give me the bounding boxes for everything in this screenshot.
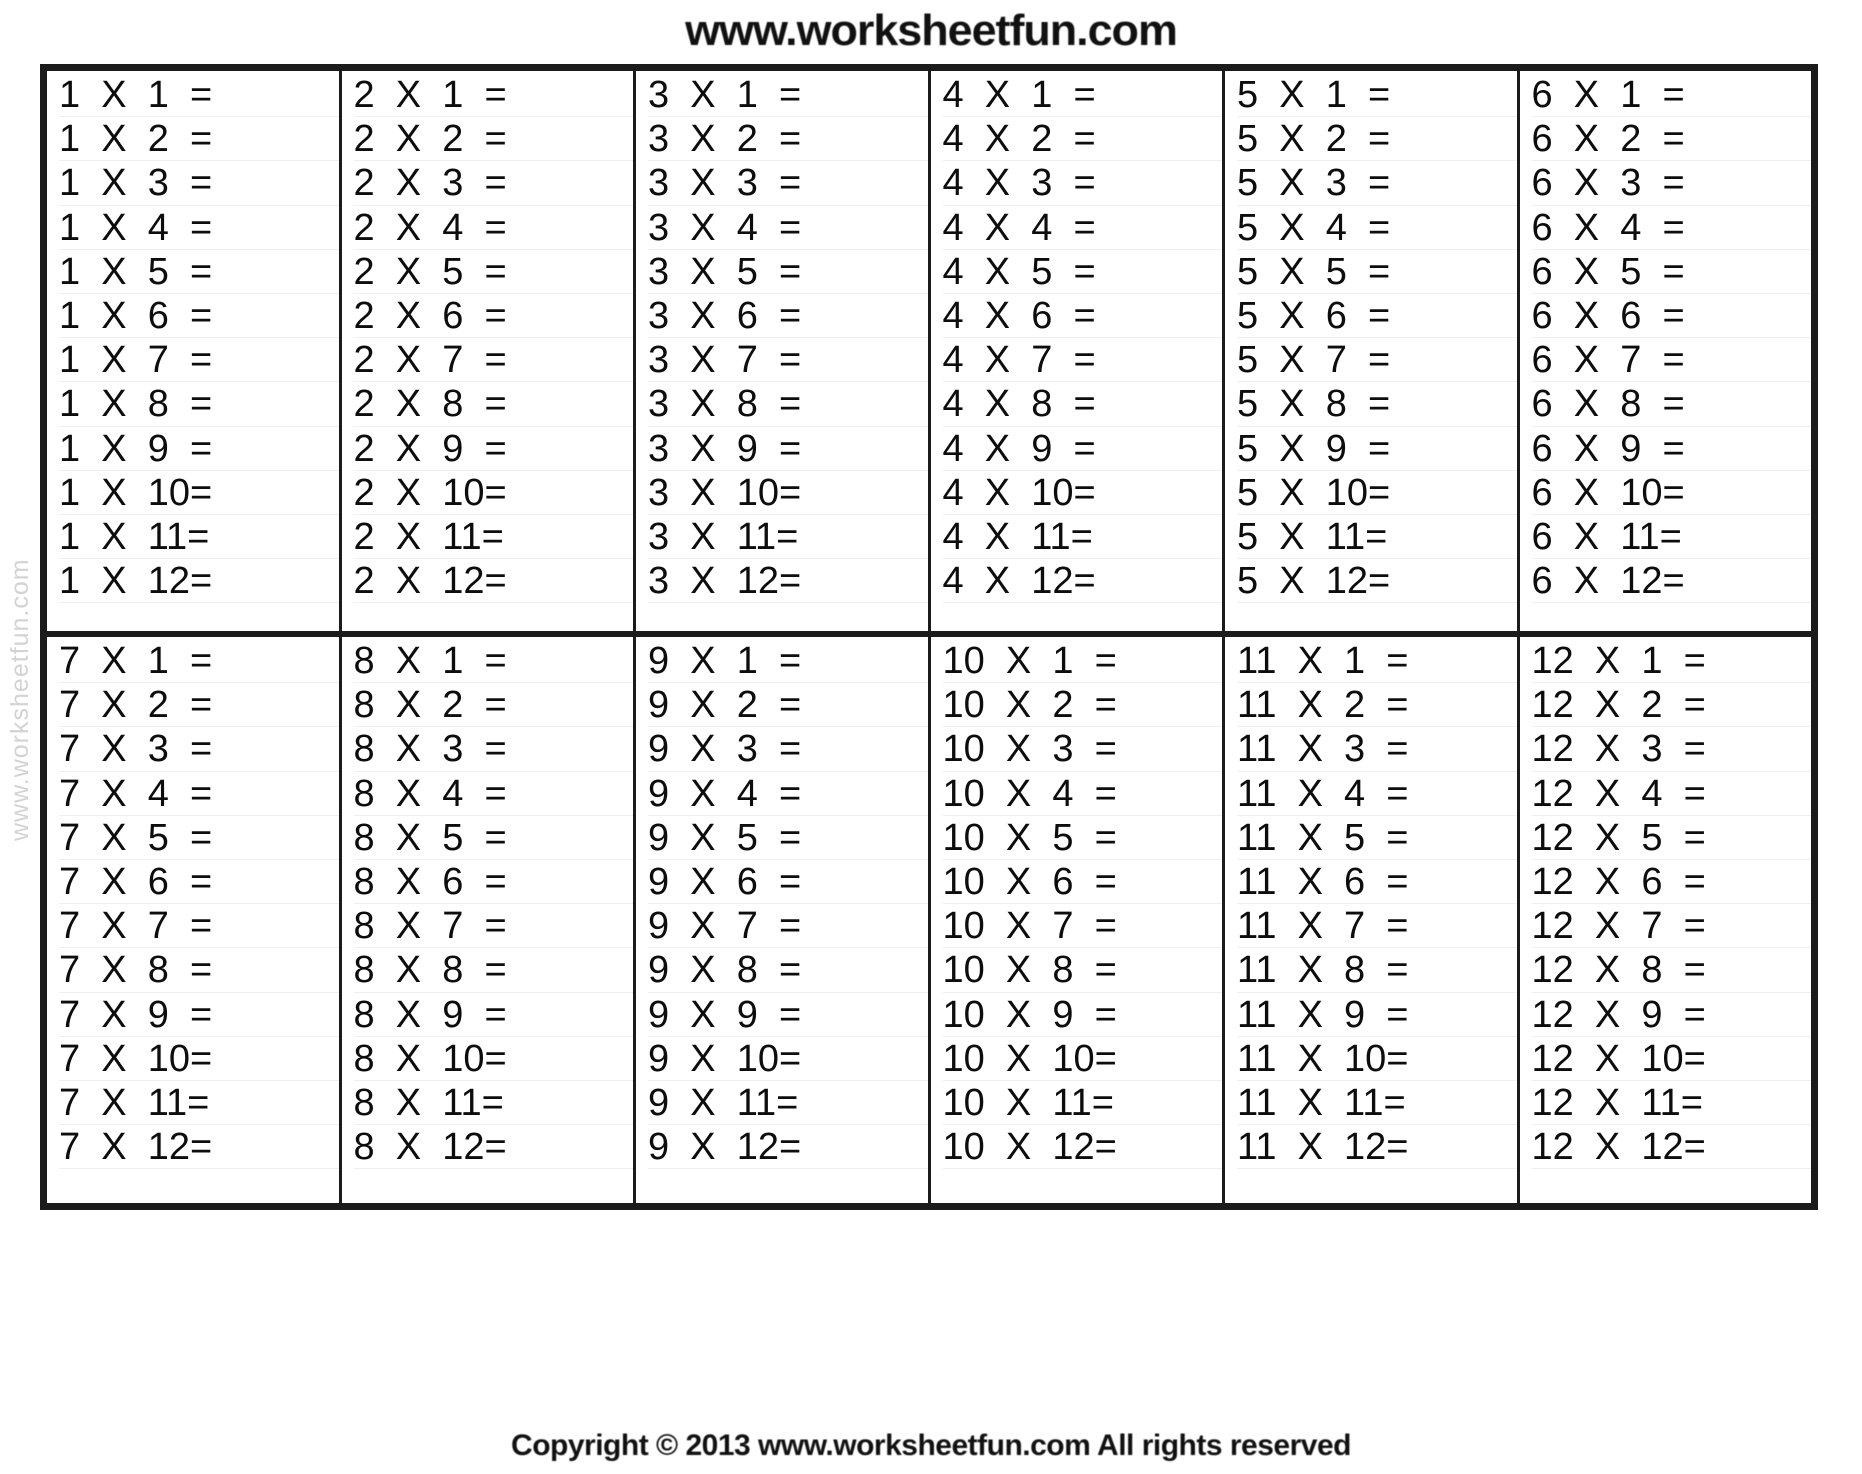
- table-row[interactable]: 7 X 10=: [59, 1037, 339, 1081]
- table-row[interactable]: 12 X 11=: [1532, 1081, 1812, 1125]
- table-row[interactable]: 5 X 1 =: [1237, 73, 1517, 117]
- table-row[interactable]: 6 X 3 =: [1532, 161, 1812, 205]
- table-row[interactable]: 1 X 4 =: [59, 206, 339, 250]
- table-row[interactable]: 11 X 3 =: [1237, 727, 1517, 771]
- table-row[interactable]: 12 X 1 =: [1532, 639, 1812, 683]
- table-row[interactable]: 9 X 3 =: [648, 727, 928, 771]
- table-block-bottom: [47, 637, 1811, 1203]
- table-row[interactable]: 6 X 7 =: [1532, 338, 1812, 382]
- table-row[interactable]: 2 X 6 =: [354, 294, 634, 338]
- table-row[interactable]: 1 X 5 =: [59, 250, 339, 294]
- table-row[interactable]: 12 X 8 =: [1532, 948, 1812, 992]
- table-row[interactable]: 1 X 10=: [59, 471, 339, 515]
- table-row[interactable]: 7 X 8 =: [59, 948, 339, 992]
- table-row[interactable]: 8 X 6 =: [354, 860, 634, 904]
- table-row[interactable]: 5 X 12=: [1237, 559, 1517, 603]
- table-row[interactable]: 3 X 11=: [648, 515, 928, 559]
- table-row[interactable]: 9 X 9 =: [648, 993, 928, 1037]
- table-row[interactable]: 10 X 10=: [943, 1037, 1223, 1081]
- table-row[interactable]: 10 X 4 =: [943, 772, 1223, 816]
- table-row[interactable]: 2 X 8 =: [354, 382, 634, 426]
- table-row[interactable]: 9 X 12=: [648, 1125, 928, 1169]
- table-row[interactable]: 2 X 4 =: [354, 206, 634, 250]
- table-row[interactable]: 1 X 12=: [59, 559, 339, 603]
- table-row[interactable]: 6 X 4 =: [1532, 206, 1812, 250]
- table-row[interactable]: 1 X 11=: [59, 515, 339, 559]
- side-watermark: www.worksheetfun.com: [6, 558, 34, 842]
- table-row[interactable]: 1 X 6 =: [59, 294, 339, 338]
- table-row[interactable]: 12 X 3 =: [1532, 727, 1812, 771]
- table-row[interactable]: 3 X 5 =: [648, 250, 928, 294]
- table-row[interactable]: 6 X 2 =: [1532, 117, 1812, 161]
- table-column-10: [931, 637, 1226, 1203]
- table-row[interactable]: 10 X 11=: [943, 1081, 1223, 1125]
- table-row[interactable]: 8 X 11=: [354, 1081, 634, 1125]
- table-column-9: [636, 637, 931, 1203]
- table-column-12: [1520, 637, 1812, 1203]
- table-row[interactable]: 8 X 7 =: [354, 904, 634, 948]
- table-row[interactable]: 10 X 9 =: [943, 993, 1223, 1037]
- table-column-4: [931, 71, 1226, 631]
- table-row[interactable]: 7 X 5 =: [59, 816, 339, 860]
- page-header: [0, 0, 1862, 62]
- table-row[interactable]: 9 X 4 =: [648, 772, 928, 816]
- table-row[interactable]: 12 X 10=: [1532, 1037, 1812, 1081]
- table-column-2: [342, 71, 637, 631]
- table-row[interactable]: 10 X 3 =: [943, 727, 1223, 771]
- table-row[interactable]: 4 X 6 =: [943, 294, 1223, 338]
- table-row[interactable]: 9 X 7 =: [648, 904, 928, 948]
- table-row[interactable]: 1 X 8 =: [59, 382, 339, 426]
- table-row[interactable]: 11 X 2 =: [1237, 683, 1517, 727]
- table-row[interactable]: 10 X 1 =: [943, 639, 1223, 683]
- table-row[interactable]: 8 X 8 =: [354, 948, 634, 992]
- table-row[interactable]: 1 X 7 =: [59, 338, 339, 382]
- table-row[interactable]: 7 X 2 =: [59, 683, 339, 727]
- table-row[interactable]: 8 X 9 =: [354, 993, 634, 1037]
- table-row[interactable]: 3 X 4 =: [648, 206, 928, 250]
- table-row[interactable]: 9 X 5 =: [648, 816, 928, 860]
- table-row[interactable]: 10 X 2 =: [943, 683, 1223, 727]
- table-row[interactable]: 6 X 1 =: [1532, 73, 1812, 117]
- table-row[interactable]: 5 X 10=: [1237, 471, 1517, 515]
- table-row[interactable]: 8 X 1 =: [354, 639, 634, 683]
- table-row[interactable]: 9 X 10=: [648, 1037, 928, 1081]
- table-row[interactable]: 11 X 11=: [1237, 1081, 1517, 1125]
- table-row[interactable]: 1 X 2 =: [59, 117, 339, 161]
- table-row[interactable]: 4 X 8 =: [943, 382, 1223, 426]
- table-row[interactable]: 9 X 2 =: [648, 683, 928, 727]
- table-row[interactable]: 11 X 5 =: [1237, 816, 1517, 860]
- table-row[interactable]: 11 X 7 =: [1237, 904, 1517, 948]
- table-row[interactable]: 7 X 1 =: [59, 639, 339, 683]
- table-row[interactable]: 4 X 7 =: [943, 338, 1223, 382]
- table-row[interactable]: 6 X 9 =: [1532, 427, 1812, 471]
- table-row[interactable]: 4 X 4 =: [943, 206, 1223, 250]
- table-row[interactable]: 2 X 10=: [354, 471, 634, 515]
- page-footer: [0, 1418, 1862, 1474]
- table-row[interactable]: 2 X 11=: [354, 515, 634, 559]
- table-row[interactable]: 7 X 3 =: [59, 727, 339, 771]
- table-row[interactable]: 7 X 6 =: [59, 860, 339, 904]
- table-row[interactable]: 12 X 2 =: [1532, 683, 1812, 727]
- table-row[interactable]: 7 X 11=: [59, 1081, 339, 1125]
- table-row[interactable]: 11 X 6 =: [1237, 860, 1517, 904]
- table-row[interactable]: 6 X 10=: [1532, 471, 1812, 515]
- table-row[interactable]: 11 X 9 =: [1237, 993, 1517, 1037]
- table-row[interactable]: 10 X 5 =: [943, 816, 1223, 860]
- table-row[interactable]: 3 X 7 =: [648, 338, 928, 382]
- table-row[interactable]: 9 X 8 =: [648, 948, 928, 992]
- table-row[interactable]: 5 X 4 =: [1237, 206, 1517, 250]
- table-row[interactable]: 10 X 7 =: [943, 904, 1223, 948]
- table-row[interactable]: 6 X 8 =: [1532, 382, 1812, 426]
- table-row[interactable]: 3 X 12=: [648, 559, 928, 603]
- table-column-3: [636, 71, 931, 631]
- table-row[interactable]: 11 X 12=: [1237, 1125, 1517, 1169]
- table-row[interactable]: 5 X 7 =: [1237, 338, 1517, 382]
- table-row[interactable]: 10 X 6 =: [943, 860, 1223, 904]
- table-row[interactable]: 5 X 6 =: [1237, 294, 1517, 338]
- table-row[interactable]: 1 X 1 =: [59, 73, 339, 117]
- table-row[interactable]: 6 X 12=: [1532, 559, 1812, 603]
- table-row[interactable]: 1 X 3 =: [59, 161, 339, 205]
- table-row[interactable]: 4 X 12=: [943, 559, 1223, 603]
- table-row[interactable]: 6 X 11=: [1532, 515, 1812, 559]
- table-row[interactable]: 7 X 4 =: [59, 772, 339, 816]
- table-row[interactable]: 5 X 8 =: [1237, 382, 1517, 426]
- table-row[interactable]: 4 X 9 =: [943, 427, 1223, 471]
- table-row[interactable]: 11 X 10=: [1237, 1037, 1517, 1081]
- table-row[interactable]: 8 X 5 =: [354, 816, 634, 860]
- table-row[interactable]: 12 X 6 =: [1532, 860, 1812, 904]
- table-row[interactable]: 12 X 4 =: [1532, 772, 1812, 816]
- table-row[interactable]: 10 X 8 =: [943, 948, 1223, 992]
- table-row[interactable]: 3 X 8 =: [648, 382, 928, 426]
- table-row[interactable]: 3 X 3 =: [648, 161, 928, 205]
- table-row[interactable]: 12 X 7 =: [1532, 904, 1812, 948]
- site-title: www.worksheetfun.com: [685, 6, 1177, 55]
- table-row[interactable]: 4 X 2 =: [943, 117, 1223, 161]
- table-row[interactable]: 4 X 3 =: [943, 161, 1223, 205]
- table-row[interactable]: 3 X 10=: [648, 471, 928, 515]
- table-row[interactable]: 11 X 8 =: [1237, 948, 1517, 992]
- table-row[interactable]: 3 X 6 =: [648, 294, 928, 338]
- table-row[interactable]: 8 X 4 =: [354, 772, 634, 816]
- table-column-5: [1225, 71, 1520, 631]
- table-column-8: [342, 637, 637, 1203]
- table-row[interactable]: 12 X 9 =: [1532, 993, 1812, 1037]
- table-row[interactable]: 8 X 2 =: [354, 683, 634, 727]
- table-row[interactable]: 5 X 2 =: [1237, 117, 1517, 161]
- table-row[interactable]: 2 X 1 =: [354, 73, 634, 117]
- table-row[interactable]: 1 X 9 =: [59, 427, 339, 471]
- multiplication-table-sheet: [40, 64, 1818, 1210]
- table-row[interactable]: 3 X 9 =: [648, 427, 928, 471]
- table-row[interactable]: 2 X 3 =: [354, 161, 634, 205]
- table-row[interactable]: 3 X 2 =: [648, 117, 928, 161]
- table-row[interactable]: 2 X 7 =: [354, 338, 634, 382]
- table-row[interactable]: 5 X 3 =: [1237, 161, 1517, 205]
- table-row[interactable]: 5 X 11=: [1237, 515, 1517, 559]
- table-row[interactable]: 9 X 6 =: [648, 860, 928, 904]
- table-row[interactable]: 2 X 5 =: [354, 250, 634, 294]
- copyright-text: Copyright © 2013 www.worksheetfun.com All rights reserved: [511, 1429, 1351, 1462]
- table-row[interactable]: 4 X 11=: [943, 515, 1223, 559]
- table-row[interactable]: 9 X 11=: [648, 1081, 928, 1125]
- table-row[interactable]: 11 X 1 =: [1237, 639, 1517, 683]
- table-row[interactable]: 2 X 2 =: [354, 117, 634, 161]
- table-column-11: [1225, 637, 1520, 1203]
- table-row[interactable]: 4 X 10=: [943, 471, 1223, 515]
- table-row[interactable]: 9 X 1 =: [648, 639, 928, 683]
- table-row[interactable]: 6 X 6 =: [1532, 294, 1812, 338]
- table-row[interactable]: 7 X 9 =: [59, 993, 339, 1037]
- table-row[interactable]: 5 X 9 =: [1237, 427, 1517, 471]
- table-row[interactable]: 2 X 12=: [354, 559, 634, 603]
- table-row[interactable]: 8 X 12=: [354, 1125, 634, 1169]
- table-row[interactable]: 8 X 3 =: [354, 727, 634, 771]
- table-row[interactable]: 3 X 1 =: [648, 73, 928, 117]
- table-block-top: [47, 71, 1811, 637]
- table-row[interactable]: 4 X 1 =: [943, 73, 1223, 117]
- table-column-1: [47, 71, 342, 631]
- table-column-7: [47, 637, 342, 1203]
- table-row[interactable]: 7 X 7 =: [59, 904, 339, 948]
- table-column-6: [1520, 71, 1812, 631]
- table-row[interactable]: 11 X 4 =: [1237, 772, 1517, 816]
- table-row[interactable]: 6 X 5 =: [1532, 250, 1812, 294]
- table-row[interactable]: 4 X 5 =: [943, 250, 1223, 294]
- table-row[interactable]: 8 X 10=: [354, 1037, 634, 1081]
- table-row[interactable]: 12 X 5 =: [1532, 816, 1812, 860]
- table-row[interactable]: 7 X 12=: [59, 1125, 339, 1169]
- table-row[interactable]: 12 X 12=: [1532, 1125, 1812, 1169]
- table-row[interactable]: 10 X 12=: [943, 1125, 1223, 1169]
- table-row[interactable]: 2 X 9 =: [354, 427, 634, 471]
- table-row[interactable]: 5 X 5 =: [1237, 250, 1517, 294]
